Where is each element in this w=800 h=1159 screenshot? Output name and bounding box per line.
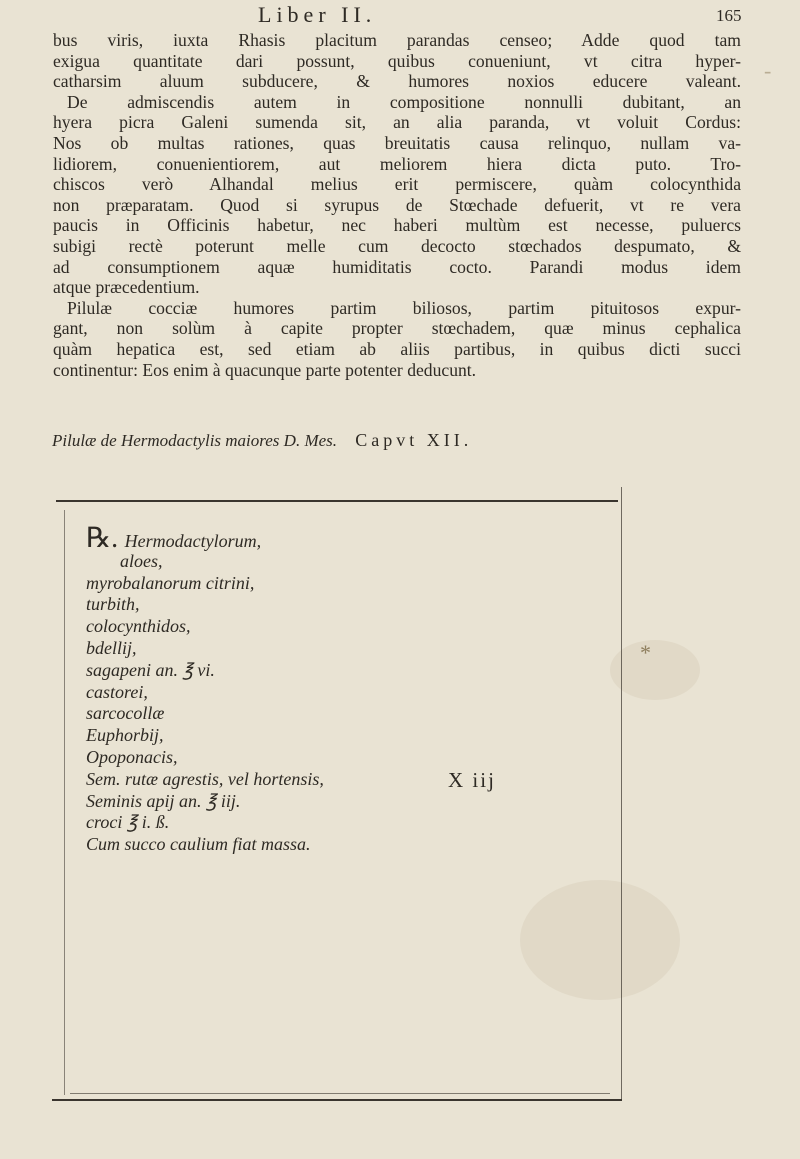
frame-inner-rule — [70, 1093, 610, 1094]
text-line: subigi rectè poterunt melle cum decocto stœchados despumato, & — [53, 235, 741, 256]
margin-mark: * — [640, 640, 651, 665]
page-number: 165 — [716, 6, 742, 25]
ingredient: castorei, — [86, 681, 148, 702]
text-line: hyera picra Galeni sumenda sit, an alia paranda, vt voluit Cordus: — [53, 112, 741, 133]
body-text — [53, 30, 741, 380]
text-line: ad consumptionem aquæ humiditatis cocto. Parandi modus idem — [53, 256, 741, 277]
ingredient: Cum succo caulium fiat massa. — [86, 834, 311, 855]
text-line: paucis in Officinis habetur, nec haberi multùm est necesse, puluercs — [53, 215, 741, 236]
running-title: Liber II. — [258, 2, 377, 27]
margin-mark: - — [764, 58, 772, 83]
ingredient: aloes, — [120, 550, 163, 571]
text-line: Pilulæ cocciæ humores partim biliosos, partim pituitosos expur- — [67, 297, 741, 318]
chapter-heading — [52, 430, 752, 451]
ingredient: myrobalanorum citrini, — [86, 572, 255, 593]
ingredient: Opoponacis, — [86, 746, 178, 767]
recipe-list — [86, 523, 626, 856]
ingredient: Hermodactylorum, — [124, 531, 262, 551]
text-line: quàm hepatica est, sed etiam ab aliis partibus, in quibus dicti succi — [53, 338, 741, 359]
text-line: atque præcedentium. — [53, 277, 200, 298]
text-line: gant, non solùm à capite propter stœchadem, quæ minus cephalica — [53, 318, 741, 339]
signature-mark: X iij — [448, 768, 496, 792]
text-line: lidiorem, conuenientiorem, aut meliorem hiera dicta puto. Tro- — [53, 153, 741, 174]
recipe-title: Pilulæ de Hermodactylis maiores D. Mes. — [52, 431, 338, 450]
text-line: catharsim aluum subducere, & humores noxios educere valeant. — [53, 71, 741, 92]
ingredient: colocynthidos, — [86, 616, 191, 637]
frame-bottom-rule — [52, 1099, 622, 1101]
ingredient: turbith, — [86, 594, 140, 615]
ingredient: croci ℥ i. ß. — [86, 812, 170, 833]
text-line: bus viris, iuxta Rhasis placitum parandas censeo; Adde quod tam — [53, 30, 741, 50]
text-line: continentur: Eos enim à quacunque parte potenter deducunt. — [53, 359, 477, 380]
page-header — [0, 2, 800, 32]
frame-left-rule — [64, 510, 65, 1095]
text-line: exigua quantitate dari possunt, quibus conueniunt, vt citra hyper- — [53, 50, 741, 71]
ingredient: Euphorbij, — [86, 725, 164, 746]
recipe-line — [86, 523, 626, 554]
text-line: Nos ob multas rationes, quas breuitatis causa relinquo, nullam va- — [53, 132, 741, 153]
text-line: De admiscendis autem in compositione nonnulli dubitant, an — [67, 91, 741, 112]
chapter-number: Capvt XII. — [355, 430, 473, 450]
recipe-symbol: ℞. — [86, 523, 119, 554]
paper-stain — [520, 880, 680, 1000]
frame-top-rule — [56, 500, 618, 502]
ingredient: Sem. rutæ agrestis, vel hortensis, — [86, 768, 324, 789]
ingredient: Seminis apij an. ℥ iij. — [86, 790, 241, 811]
text-line: chiscos verò Alhandal melius erit permiscere, quàm colocynthida — [53, 174, 741, 195]
ingredient: sarcocollæ — [86, 703, 165, 724]
ingredient: bdellij, — [86, 637, 137, 658]
text-line: non præparatam. Quod si syrupus de Stœchade defuerit, vt re vera — [53, 194, 741, 215]
ingredient: sagapeni an. ℥ vi. — [86, 659, 215, 680]
